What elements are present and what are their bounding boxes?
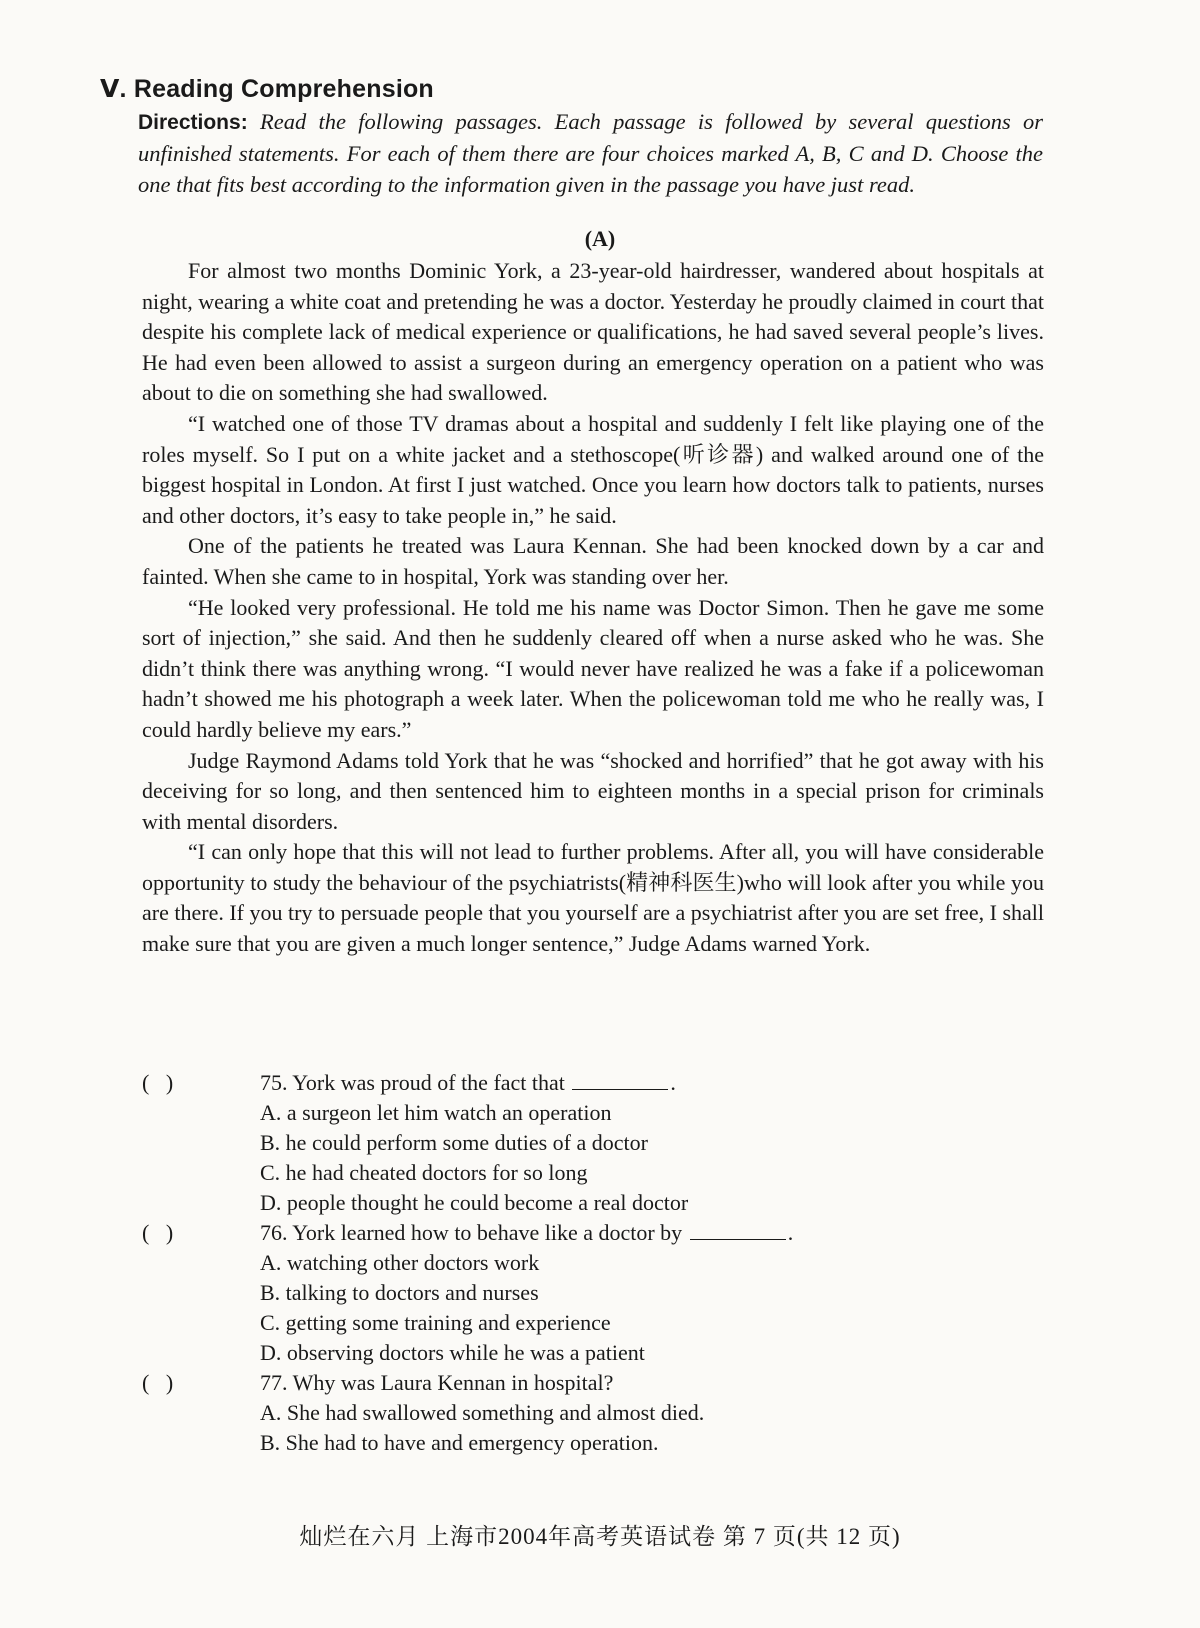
question-number: 75. bbox=[260, 1070, 288, 1095]
option: D. observing doctors while he was a patient bbox=[260, 1340, 645, 1365]
paragraph: Judge Raymond Adams told York that he was “shocked and horrified” that he got away with his deceiving for so long, and then sentenced him to eighteen months in a special prison for criminals with mental disorders. bbox=[142, 747, 1044, 834]
question-75 bbox=[142, 1068, 1042, 1098]
answer-blank bbox=[572, 1071, 668, 1090]
answer-bracket[interactable]: ( ) bbox=[142, 1370, 174, 1395]
option: B. She had to have and emergency operation. bbox=[260, 1430, 659, 1455]
answer-bracket[interactable]: ( ) bbox=[142, 1220, 174, 1245]
question-77 bbox=[142, 1368, 1042, 1398]
option: C. getting some training and experience bbox=[260, 1310, 611, 1335]
directions bbox=[138, 106, 1043, 200]
question-stem: York was proud of the fact that bbox=[292, 1070, 565, 1095]
passage-label: (A) bbox=[584, 226, 616, 251]
answer-blank bbox=[690, 1221, 786, 1240]
question-number: 76. bbox=[260, 1220, 288, 1245]
option: C. he had cheated doctors for so long bbox=[260, 1160, 588, 1185]
option: A. a surgeon let him watch an operation bbox=[260, 1100, 612, 1125]
directions-text: Read the following passages. Each passage is followed by several questions or unfinished statements. For each of them there are four choices marked A, B, C and D. Choose the one that fits best according to the information given in the passage you have just read. bbox=[138, 109, 1044, 197]
question-tail: . bbox=[670, 1070, 676, 1095]
page-footer: 灿烂在六月 上海市2004年高考英语试卷 第 7 页(共 12 页) bbox=[299, 1524, 901, 1549]
question-list bbox=[142, 1068, 1042, 1458]
question-tail: . bbox=[787, 1220, 794, 1245]
paragraph: For almost two months Dominic York, a 23-year-old hairdresser, wandered about hospitals at night, wearing a white coat and pretending he was a doctor. Yesterday he proudly claimed in court that despite his complete lack of medical experience or qualifications, he had saved several people’s lives. He had even been allowed to assist a surgeon during an emergency operation on a patient who was about to die on something she had swallowed. bbox=[142, 258, 1044, 406]
paragraph: “He looked very professional. He told me his name was Doctor Simon. Then he gave me some sort of injection,” she said. And then he suddenly cleared off when a nurse asked who he was. She didn’t think there was anything wrong. “I would never have realized he was a fake if a policewoman hadn’t showed me his photograph a week later. When the policewoman told me who he really was, I could hardly believe my ears.” bbox=[142, 594, 1044, 742]
option: A. watching other doctors work bbox=[260, 1250, 540, 1275]
question-stem: Why was Laura Kennan in hospital? bbox=[292, 1370, 614, 1395]
paragraph: “I can only hope that this will not lead to further problems. After all, you will have considerable opportunity to study the behaviour of the psychiatrists(精神科医生)who will look after you while you are there. If you try to persuade people that you yourself are a psychiatrist after you are set free, I shall make sure that you are given a much longer sentence,” Judge Adams warned York. bbox=[142, 839, 1044, 957]
paragraph: One of the patients he treated was Laura Kennan. She had been knocked down by a car and fainted. When she came to in hospital, York was standing over her. bbox=[142, 533, 1044, 589]
option: D. people thought he could become a real doctor bbox=[260, 1190, 689, 1215]
option: B. he could perform some duties of a doctor bbox=[260, 1130, 648, 1155]
directions-label: Directions: bbox=[138, 111, 248, 134]
answer-bracket[interactable]: ( ) bbox=[142, 1070, 174, 1095]
option: B. talking to doctors and nurses bbox=[260, 1280, 539, 1305]
paragraph: “I watched one of those TV dramas about a hospital and suddenly I felt like playing one of the roles myself. So I put on a white jacket and a stethoscope(听诊器) and walked around one of the biggest hospital in London. At first I just watched. Once you learn how doctors talk to patients, nurses and other doctors, it’s easy to take people in,” he said. bbox=[142, 410, 1044, 528]
question-76 bbox=[142, 1218, 1042, 1248]
question-number: 77. bbox=[260, 1370, 288, 1395]
section-title: Ⅴ. Reading Comprehension bbox=[100, 75, 434, 103]
passage-a bbox=[142, 256, 1044, 960]
option: A. She had swallowed something and almost died. bbox=[260, 1400, 705, 1425]
question-stem: York learned how to behave like a doctor by bbox=[292, 1220, 683, 1245]
